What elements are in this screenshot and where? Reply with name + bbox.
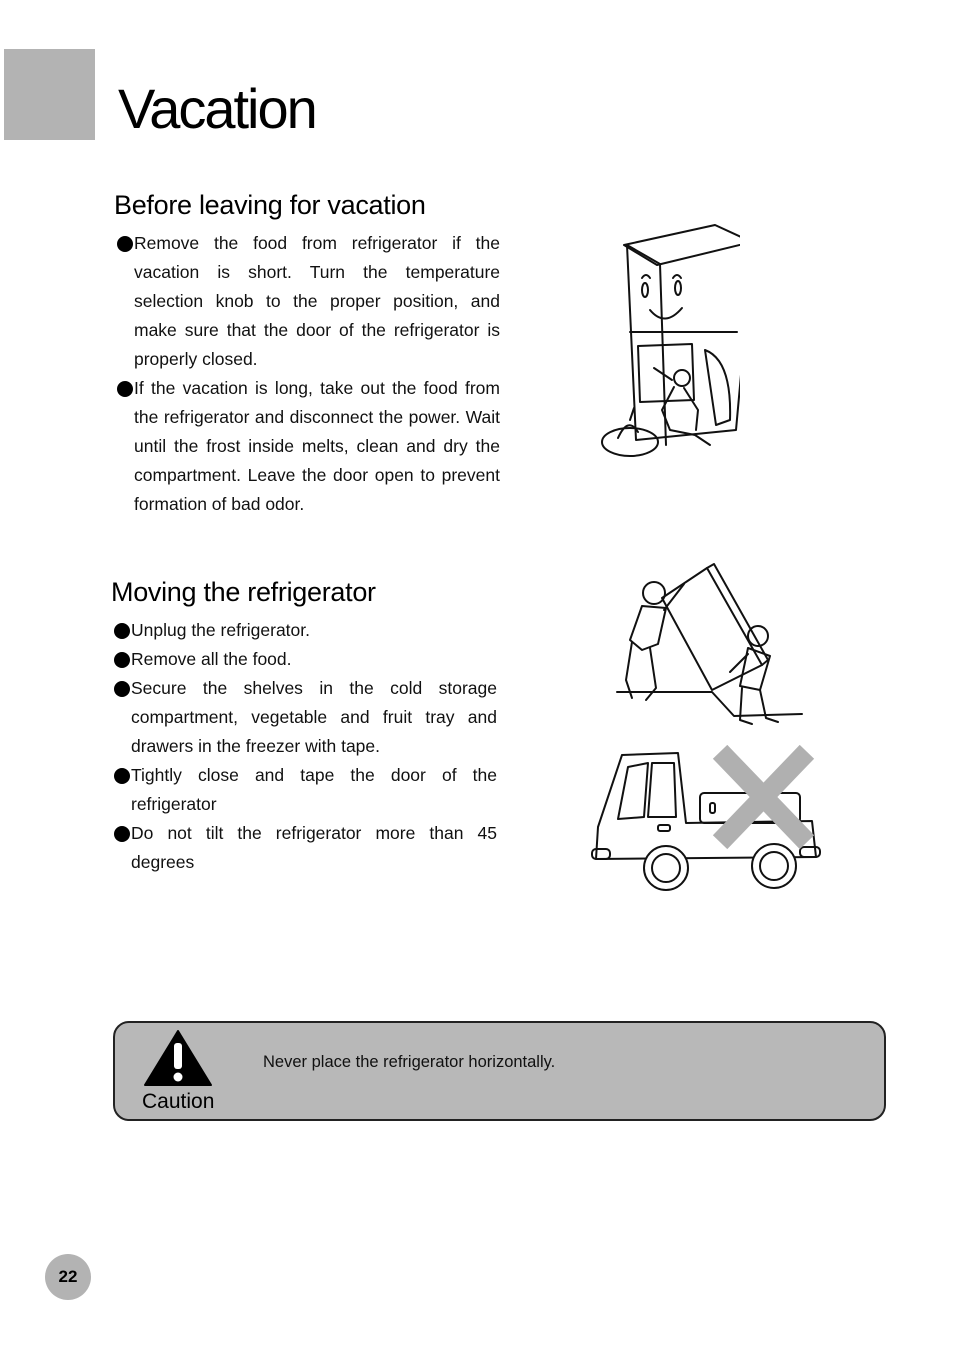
list-item: If the vacation is long, take out the food from the refrigerator and disconnect the power. Wait until the frost inside melts, clean and dry the compartment. Leave the door open to prevent formation of bad odor. bbox=[117, 374, 500, 519]
caution-box bbox=[113, 1021, 886, 1121]
header-tab-block bbox=[4, 49, 95, 140]
list-item: Secure the shelves in the cold storage compartment, vegetable and fruit tray and drawers in the freezer with tape. bbox=[114, 674, 497, 761]
page-title: Vacation bbox=[118, 77, 316, 140]
moving-section-heading: Moving the refrigerator bbox=[111, 577, 376, 607]
moving-refrigerator-illustration bbox=[612, 560, 812, 730]
vacation-bullet-list bbox=[117, 229, 500, 519]
caution-label: Caution bbox=[142, 1090, 215, 1113]
truck-no-lay-flat-illustration bbox=[590, 745, 825, 895]
moving-bullet-list bbox=[114, 616, 497, 877]
caution-text: Never place the refrigerator horizontally. bbox=[263, 1053, 556, 1071]
page-number: 22 bbox=[45, 1254, 91, 1300]
vacation-section-heading: Before leaving for vacation bbox=[114, 190, 426, 220]
list-item: Unplug the refrigerator. bbox=[114, 616, 497, 645]
list-item: Remove all the food. bbox=[114, 645, 497, 674]
list-item: Do not tilt the refrigerator more than 45 degrees bbox=[114, 819, 497, 877]
refrigerator-cleaning-illustration bbox=[600, 220, 740, 465]
warning-triangle-icon bbox=[143, 1029, 213, 1087]
list-item: Tightly close and tape the door of the refrigerator bbox=[114, 761, 497, 819]
list-item: Remove the food from refrigerator if the vacation is short. Turn the temperature selection knob to the proper position, and make sure that the door of the refrigerator is properly closed. bbox=[117, 229, 500, 374]
